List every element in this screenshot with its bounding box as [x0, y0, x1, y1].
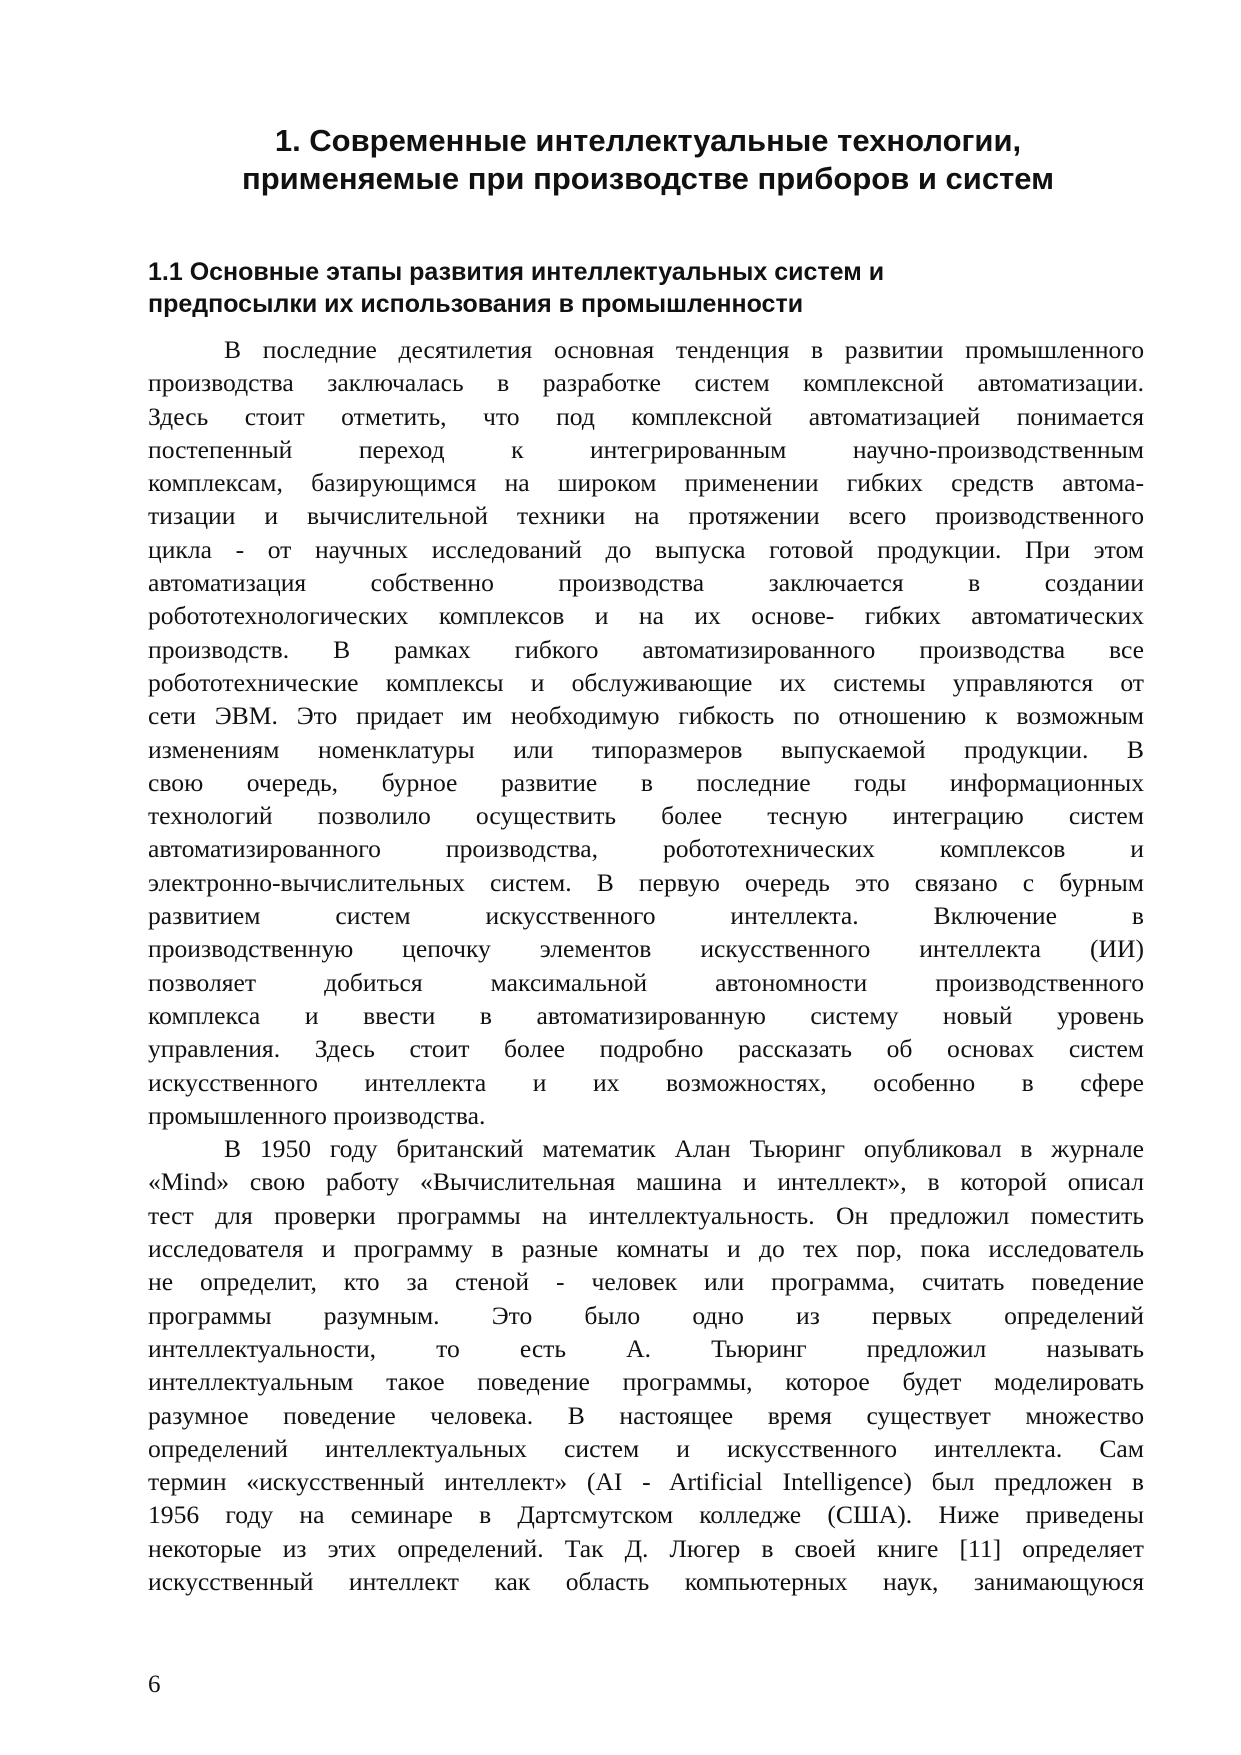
text-line: электронно-вычислительных систем. В первую очередь это связано с бурным [148, 867, 1144, 897]
text-line: позволяет добиться максимальной автономности производственного [148, 967, 1144, 997]
text-line: управления. Здесь стоит более подробно рассказать об основах систем [148, 1034, 1144, 1064]
section-title-line: предпосылки их использования в промышленности [148, 290, 804, 318]
text-line: интеллектуальности, то есть А. Тьюринг предложил называть [148, 1333, 1144, 1363]
text-line: комплекса и ввести в автоматизированную систему новый уровень [148, 1000, 1144, 1030]
text-line: постепенный переход к интегрированным научно-производственным [148, 434, 1144, 464]
text-line: сети ЭВМ. Это придает им необходимую гибкость по отношению к возможным [148, 701, 1144, 731]
chapter-title [148, 122, 1148, 198]
text-line: автоматизация собственно производства заключается в создании [148, 568, 1144, 598]
text-line: не определит, кто за стеной - человек или программа, считать поведение [148, 1267, 1144, 1297]
text-line: изменениям номенклатуры или типоразмеров выпускаемой продукции. В [148, 734, 1144, 764]
text-line: В 1950 году британский математик Алан Тьюринг опубликовал в журнале [224, 1134, 1144, 1164]
body-text [148, 333, 1144, 1598]
page-number: 6 [148, 1671, 161, 1698]
text-line: свою очередь, бурное развитие в последние годы информационных [148, 767, 1144, 797]
section-title-line: 1.1 Основные этапы развития интеллектуальных систем и [148, 258, 885, 286]
text-line: производства заключалась в разработке систем комплексной автоматизации. [148, 368, 1144, 398]
text-line: определений интеллектуальных систем и искусственного интеллекта. Сам [148, 1433, 1144, 1463]
text-line: искусственный интеллект как область компьютерных наук, занимающуюся [148, 1566, 1144, 1596]
text-line: 1956 году на семинаре в Дартсмутском колледже (США). Ниже приведены [148, 1500, 1144, 1530]
text-line: робототехнологических комплексов и на их основе- гибких автоматических [148, 601, 1144, 631]
text-line: некоторые из этих определений. Так Д. Люгер в своей книге [11] определяет [148, 1533, 1144, 1563]
text-line: программы разумным. Это было одно из первых определений [148, 1300, 1144, 1330]
text-line: промышленного производства. [148, 1100, 486, 1130]
text-line: комплексам, базирующимся на широком применении гибких средств автома- [148, 468, 1144, 498]
text-line: Здесь стоит отметить, что под комплексной автоматизацией понимается [148, 401, 1144, 431]
text-line: робототехнические комплексы и обслуживающие их системы управляются от [148, 667, 1144, 697]
text-line: интеллектуальным такое поведение программы, которое будет моделировать [148, 1367, 1144, 1397]
text-line: цикла - от научных исследований до выпуска готовой продукции. При этом [148, 534, 1144, 564]
text-line: В последние десятилетия основная тенденция в развитии промышленного [224, 335, 1144, 364]
text-line: развитием систем искусственного интеллекта. Включение в [148, 901, 1144, 931]
text-line: искусственного интеллекта и их возможностях, особенно в сфере [148, 1067, 1144, 1097]
text-line: тест для проверки программы на интеллектуальность. Он предложил поместить [148, 1200, 1144, 1230]
text-line: термин «искусственный интеллект» (AI - Artificial Intelligence) был предложен в [148, 1467, 1144, 1497]
text-line: автоматизированного производства, робототехнических комплексов и [148, 834, 1144, 864]
paragraph-2 [148, 1132, 1144, 1598]
text-line: исследователя и программу в разные комнаты и до тех пор, пока исследователь [148, 1234, 1144, 1264]
chapter-title-line: применяемые при производстве приборов и систем [241, 161, 1055, 196]
text-line: технологий позволило осуществить более тесную интеграцию систем [148, 801, 1144, 831]
paragraph-1 [148, 333, 1144, 1132]
section-title [148, 256, 1148, 320]
text-line: разумное поведение человека. В настоящее время существует множество [148, 1400, 1144, 1430]
text-line: тизации и вычислительной техники на протяжении всего производственного [148, 501, 1144, 531]
chapter-title-line: 1. Современные интеллектуальные технологии, [274, 123, 1022, 158]
text-line: «Mind» свою работу «Вычислительная машина и интеллект», в которой описал [148, 1167, 1144, 1197]
text-line: производств. В рамках гибкого автоматизированного производства все [148, 634, 1144, 664]
text-line: производственную цепочку элементов искусственного интеллекта (ИИ) [148, 934, 1144, 964]
